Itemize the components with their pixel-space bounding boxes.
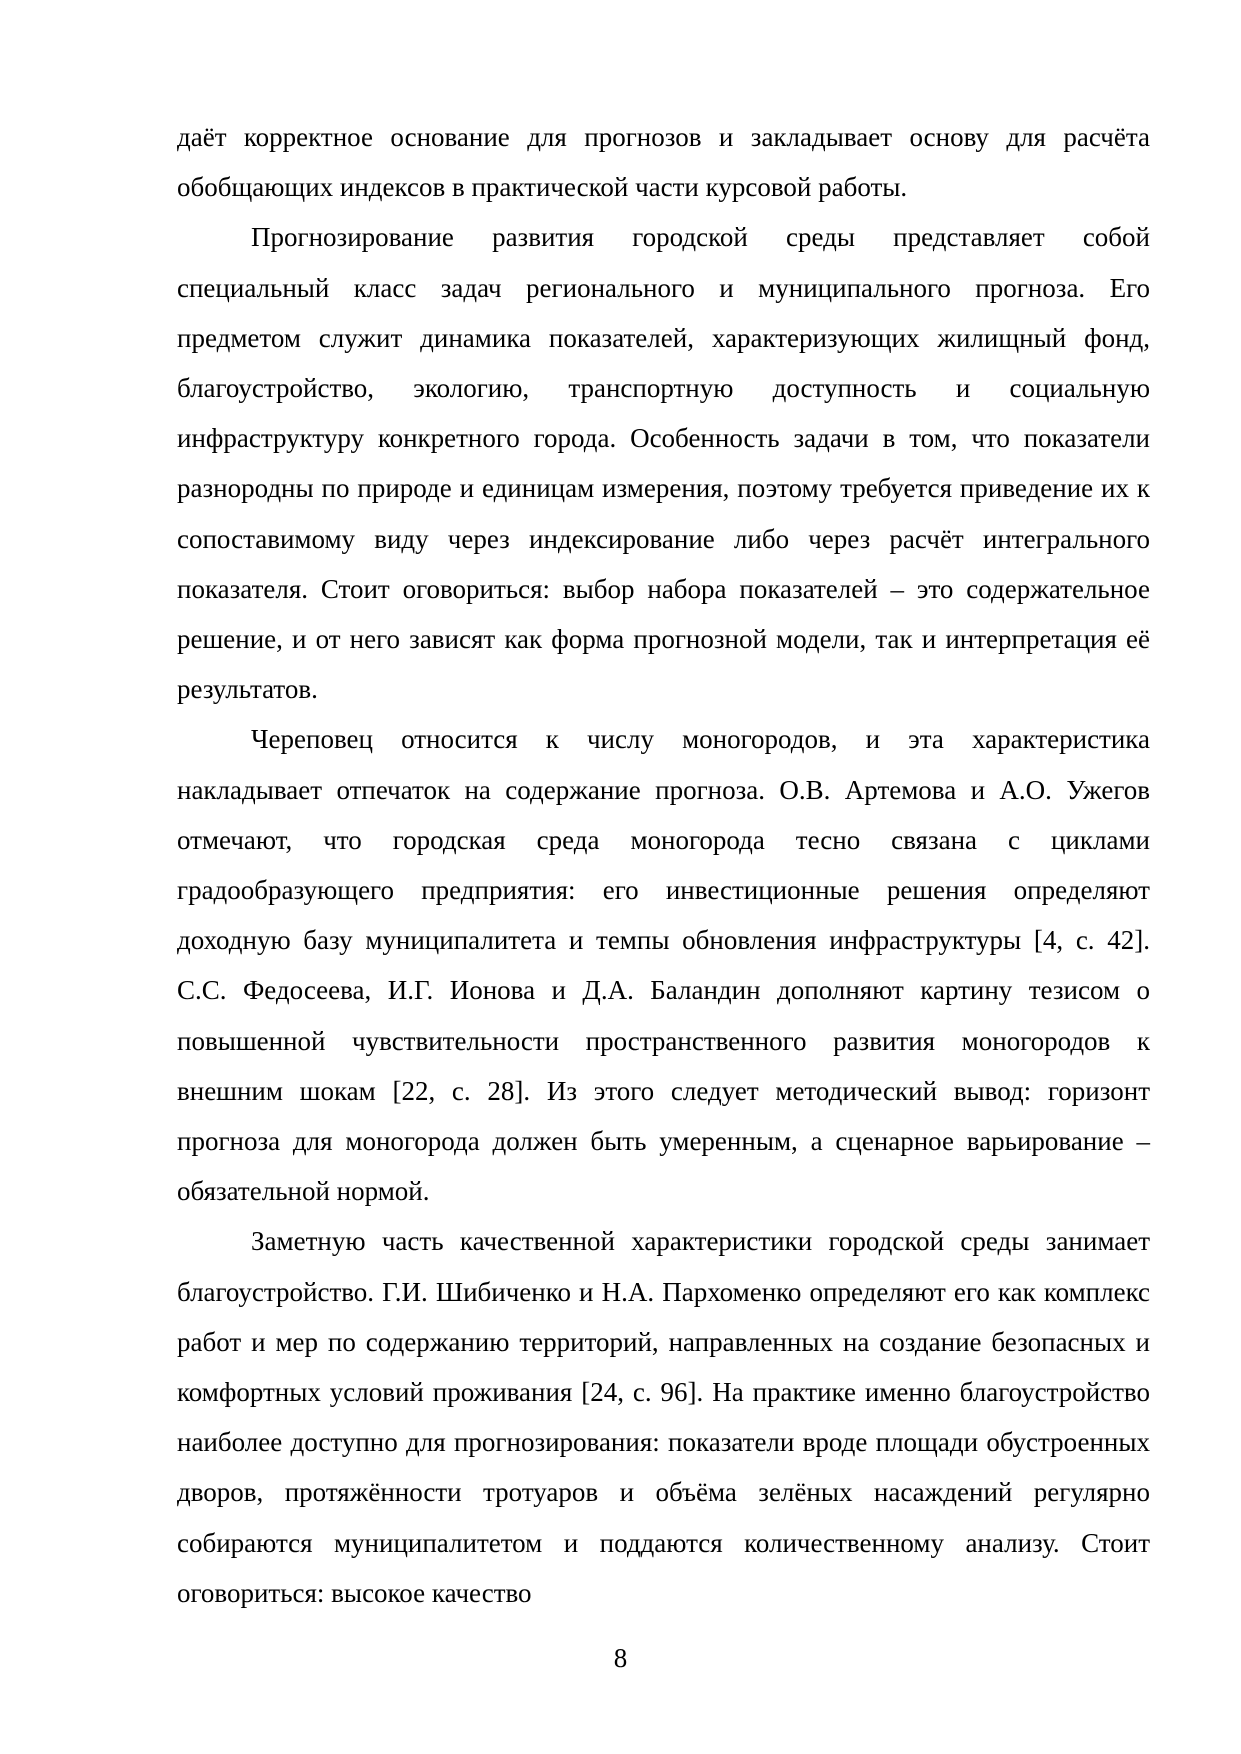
body-text <box>177 112 1150 1618</box>
page-number: 8 <box>613 1643 628 1673</box>
paragraph-continuation: даёт корректное основание для прогнозов и закладывает основу для расчёта обобщающих индексов в практической части курсовой работы. <box>177 122 1150 203</box>
paragraph-landscaping: Заметную часть качественной характеристики городской среды занимает благоустройство. Г.И. Шибиченко и Н.А. Пархоменко определяют его как комплекс работ и мер по содержанию территорий, направленных на создание безопасных и комфортных условий проживания [24, с. 96]. На практике именно благоустройство наиболее доступно для прогнозирования: показатели вроде площади обустроенных дворов, протяжённости тротуаров и объёма зелёных насаждений регулярно собираются муниципалитетом и поддаются количественному анализу. Стоит оговориться: высокое качество <box>177 1226 1150 1608</box>
paragraph-cherepovets-monotown: Череповец относится к числу моногородов, и эта характеристика накладывает отпечаток на содержание прогноза. О.В. Артемова и А.О. Ужегов отмечают, что городская среда моногорода тесно связана с циклами градообразующего предприятия: его инвестиционные решения определяют доходную базу муниципалитета и темпы обновления инфраструктуры [4, с. 42]. С.С. Федосеева, И.Г. Ионова и Д.А. Баландин дополняют картину тезисом о повышенной чувствительности пространственного развития моногородов к внешним шокам [22, с. 28]. Из этого следует методический вывод: горизонт прогноза для моногорода должен быть умеренным, а сценарное варьирование – обязательной нормой. <box>177 724 1150 1207</box>
paragraph-forecasting-urban-environment: Прогнозирование развития городской среды представляет собой специальный класс задач регионального и муниципального прогноза. Его предметом служит динамика показателей, характеризующих жилищный фонд, благоустройство, экологию, транспортную доступность и социальную инфраструктуру конкретного города. Особенность задачи в том, что показатели разнородны по природе и единицам измерения, поэтому требуется приведение их к сопоставимому виду через индексирование либо через расчёт интегрального показателя. Стоит оговориться: выбор набора показателей – это содержательное решение, и от него зависят как форма прогнозной модели, так и интерпретация её результатов. <box>177 222 1150 705</box>
